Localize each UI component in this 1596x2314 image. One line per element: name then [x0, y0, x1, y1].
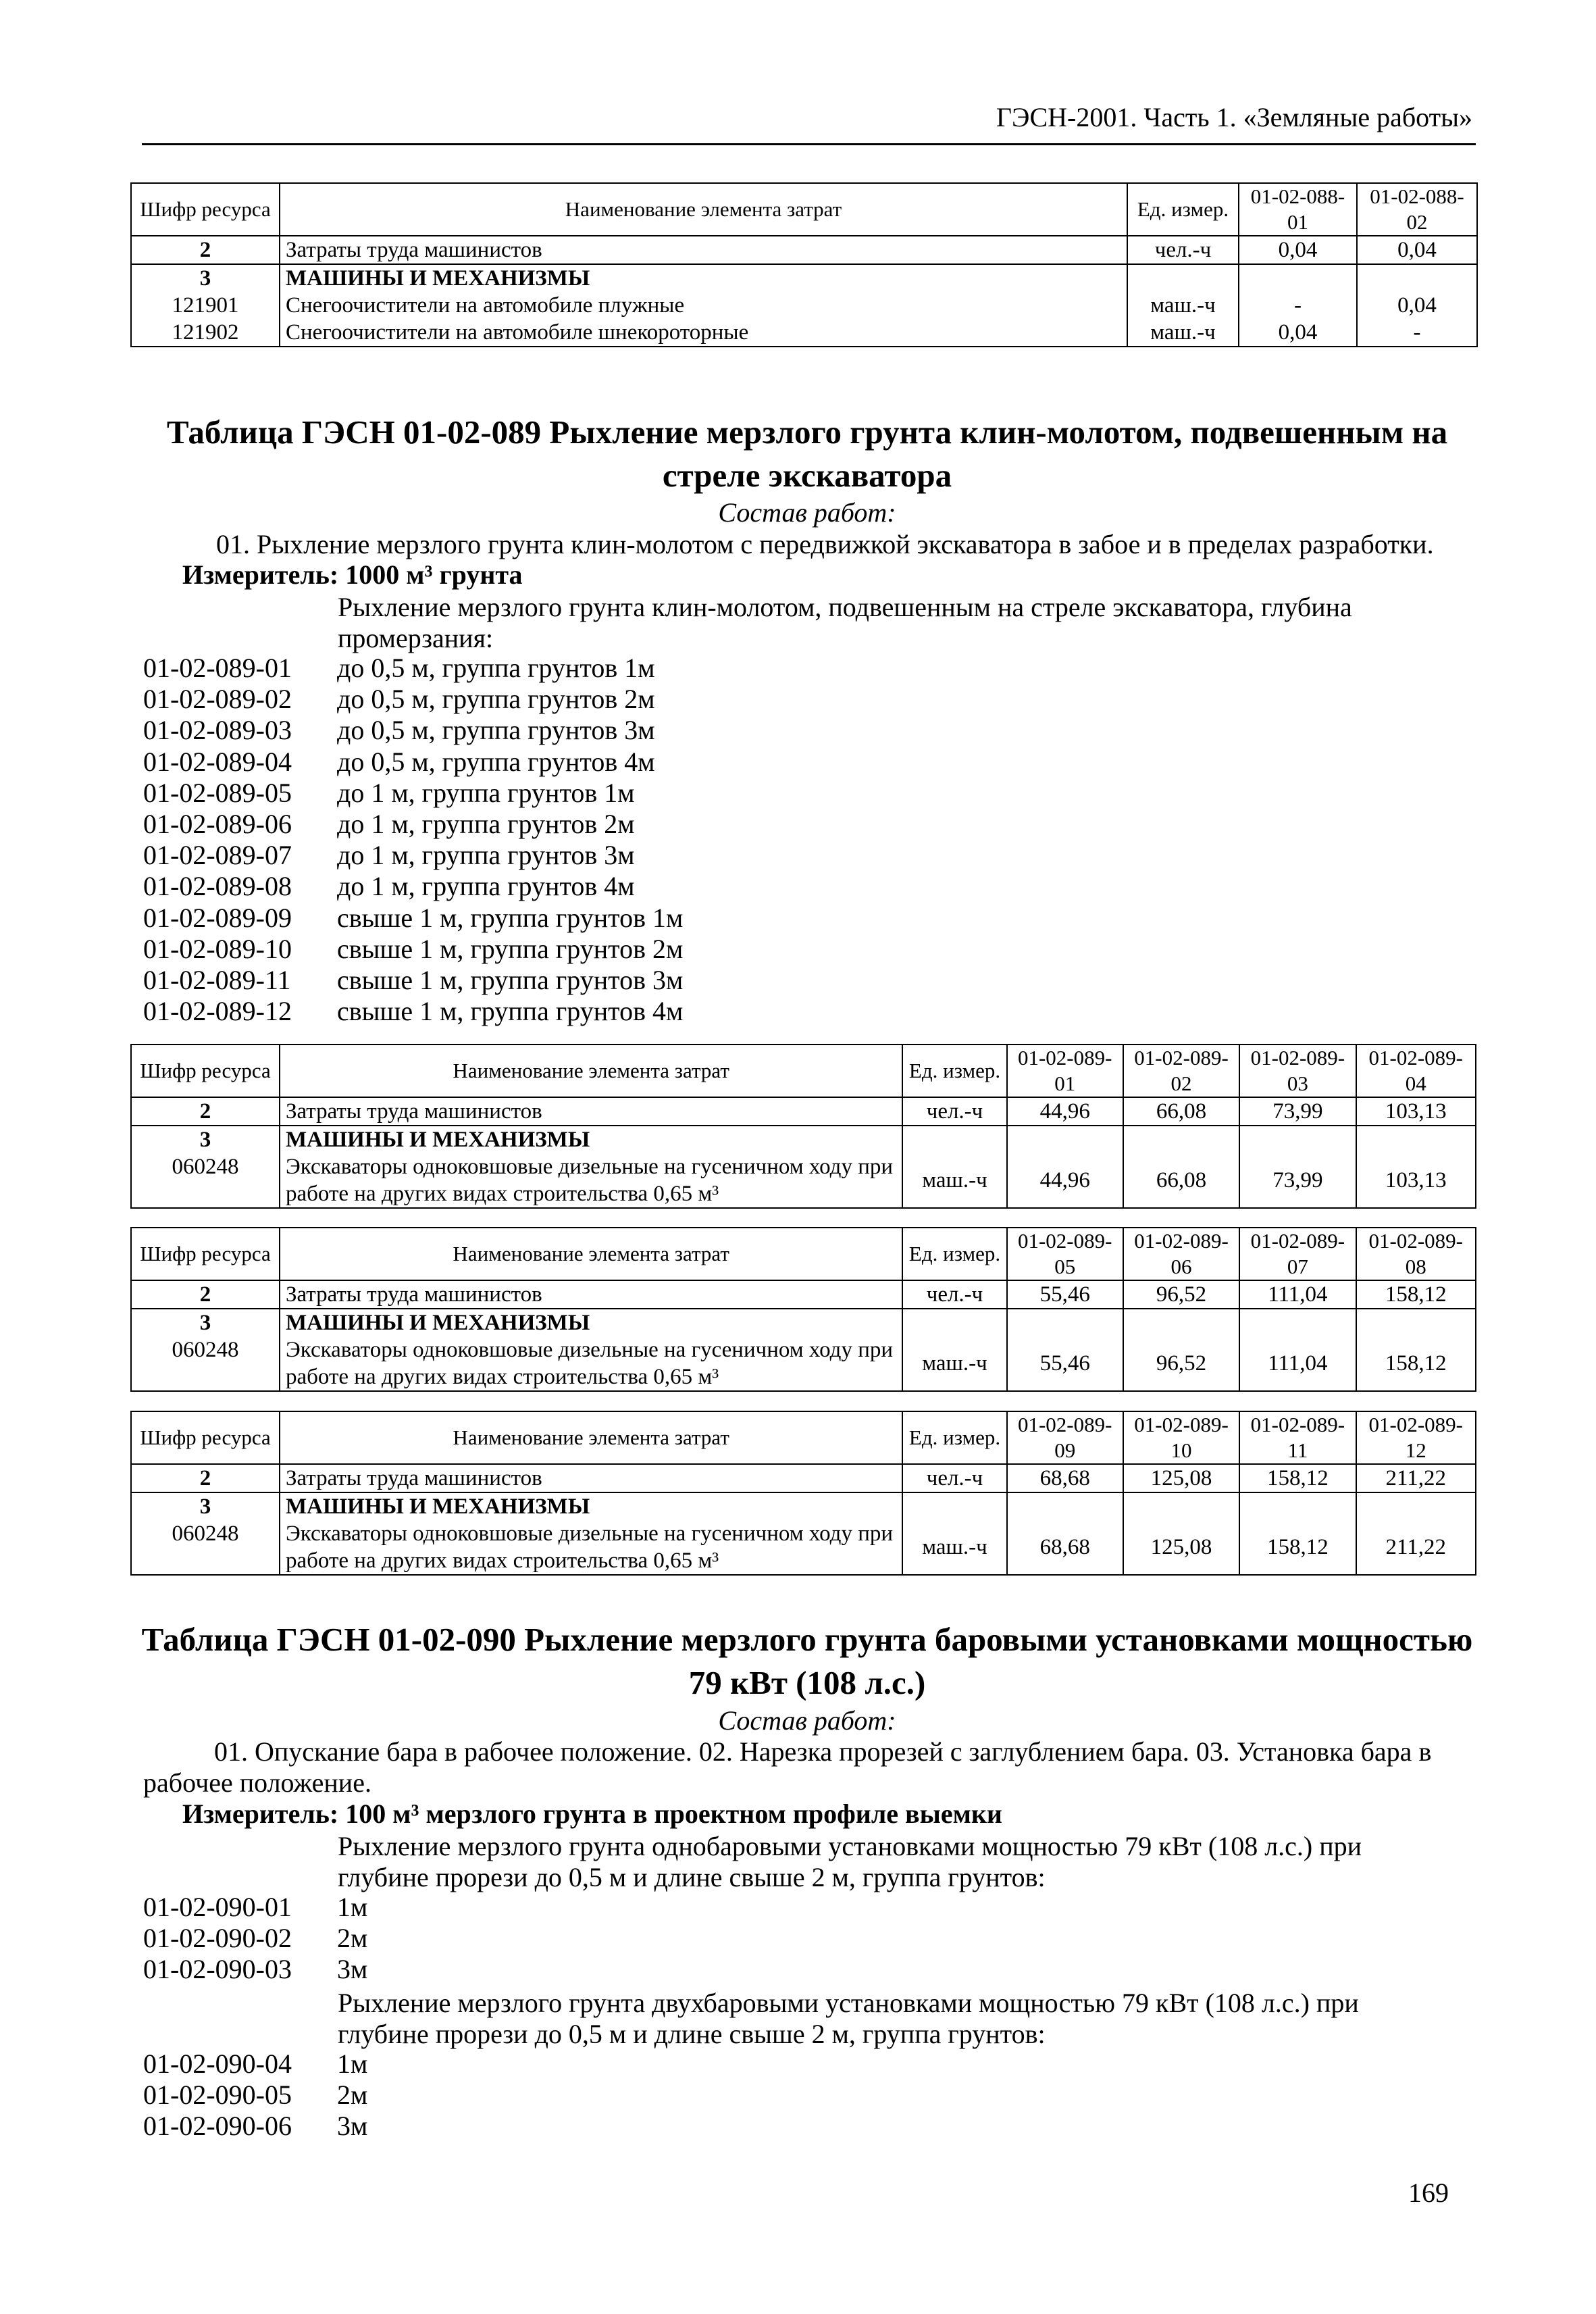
- cell: 0,04: [1239, 319, 1357, 347]
- norm-desc: до 1 м, группа грунтов 3м: [337, 840, 635, 871]
- empty-cell: [1007, 1309, 1123, 1336]
- list-item: [143, 2048, 819, 2080]
- cell: 2: [131, 1097, 280, 1126]
- empty-cell: [1123, 1309, 1239, 1336]
- cell: Снегоочистители на автомобиле плужные: [280, 292, 1127, 319]
- cell: маш.-ч: [902, 1520, 1006, 1575]
- norm-code: 01-02-090-06: [143, 2111, 292, 2142]
- norm-desc: 1м: [337, 1892, 368, 1922]
- cell: 125,08: [1123, 1464, 1239, 1492]
- page-number: 169: [1408, 2178, 1449, 2208]
- cell: 01-02-089-11: [1239, 1411, 1356, 1464]
- meter-text: Измеритель: 1000 м³ грунта: [182, 559, 523, 590]
- table-header-row: [131, 1228, 1476, 1280]
- list-item: [143, 809, 1021, 840]
- list-item: [143, 684, 1021, 715]
- norm-code: 01-02-089-04: [143, 746, 292, 777]
- cell: 01-02-089-06: [1123, 1228, 1239, 1280]
- norm-code: 01-02-090-02: [143, 1923, 292, 1954]
- intro-text: Рыхление мерзлого грунта двухбаровыми установками мощностью 79 кВт (108 л.с.) при глубине прорези до 0,5 м и длине свыше 2 м, группа грунтов:: [338, 1988, 1359, 2049]
- cell: 01-02-089-07: [1239, 1228, 1356, 1280]
- cell: 01-02-089-08: [1356, 1228, 1476, 1280]
- cell: чел.-ч: [902, 1097, 1006, 1126]
- empty-cell: [902, 1126, 1006, 1153]
- intro-text: Рыхление мерзлого грунта однобаровыми установками мощностью 79 кВт (108 л.с.) при глубине прорези до 0,5 м и длине свыше 2 м, группа грунтов:: [338, 1831, 1362, 1892]
- norm-desc: до 0,5 м, группа грунтов 4м: [337, 746, 655, 777]
- cell: 3: [131, 264, 280, 292]
- cell: чел.-ч: [902, 1280, 1006, 1309]
- col-code-header: Шифр ресурса: [131, 183, 280, 236]
- cell: 01-02-089-10: [1123, 1411, 1239, 1464]
- table-row: [131, 1492, 1476, 1520]
- norm-code: 01-02-090-04: [143, 2048, 292, 2079]
- list-item: [143, 1954, 819, 1985]
- table-row: [131, 1336, 1476, 1391]
- table-header-row: [131, 183, 1477, 236]
- cell: -: [1239, 292, 1357, 319]
- cell: [1239, 264, 1357, 292]
- table-row: [131, 292, 1477, 319]
- empty-cell: [1123, 1126, 1239, 1153]
- composition-label: Состав работ:: [718, 1705, 896, 1736]
- cell: 01-02-089-05: [1007, 1228, 1123, 1280]
- norm-desc: до 0,5 м, группа грунтов 2м: [337, 684, 655, 715]
- meter-text: Измеритель: 100 м³ мерзлого грунта в проектном профиле выемки: [182, 1799, 1002, 1829]
- table-header-row: [131, 1045, 1476, 1097]
- cell: маш.-ч: [1127, 292, 1239, 319]
- cell: 211,22: [1356, 1464, 1476, 1492]
- cell: Затраты труда машинистов: [280, 1097, 903, 1126]
- table-row: [131, 1309, 1476, 1336]
- list-item: [143, 1892, 819, 1923]
- cell: 0,04: [1357, 236, 1477, 264]
- cell: 3: [131, 1492, 280, 1520]
- cell: МАШИНЫ И МЕХАНИЗМЫ: [280, 1309, 903, 1336]
- norm-desc: свыше 1 м, группа грунтов 1м: [337, 902, 684, 933]
- empty-cell: [1356, 1492, 1476, 1520]
- norm-desc: до 1 м, группа грунтов 2м: [337, 809, 635, 840]
- cell: чел.-ч: [1127, 236, 1239, 264]
- cell: Наименование элемента затрат: [280, 1228, 903, 1280]
- cell: 66,08: [1123, 1097, 1239, 1126]
- list-item: [143, 1923, 819, 1954]
- cell: маш.-ч: [902, 1336, 1006, 1391]
- empty-cell: [1123, 1492, 1239, 1520]
- cell: 121901: [131, 292, 280, 319]
- norm-code-list: [143, 653, 1021, 1027]
- cell: 121902: [131, 319, 280, 347]
- section-title: Таблица ГЭСН 01-02-090 Рыхление мерзлого грунта баровыми установками мощностью 79 кВт (108 л.с.): [141, 1621, 1473, 1701]
- empty-cell: [1356, 1126, 1476, 1153]
- list-item: [143, 2080, 819, 2111]
- empty-cell: [1239, 1126, 1356, 1153]
- cell: маш.-ч: [902, 1153, 1006, 1208]
- composition-body: 01. Опускание бара в рабочее положение. 02. Нарезка прорезей с заглублением бара. 03. Установка бара в рабочее положение.: [143, 1736, 1432, 1798]
- table-row: [131, 1280, 1476, 1309]
- norm-code: 01-02-089-09: [143, 902, 292, 933]
- norm-code: 01-02-089-05: [143, 777, 292, 808]
- cell: Затраты труда машинистов: [280, 236, 1127, 264]
- cell: 2: [131, 1280, 280, 1309]
- cell: 103,13: [1356, 1153, 1476, 1208]
- cell: Ед. измер.: [902, 1411, 1006, 1464]
- table-row: [131, 319, 1477, 347]
- norm-code: 01-02-090-03: [143, 1954, 292, 1985]
- norm-code-list: [143, 2048, 819, 2142]
- list-item: [143, 871, 1021, 902]
- norm-desc: до 0,5 м, группа грунтов 1м: [337, 653, 655, 683]
- cell: Ед. измер.: [902, 1228, 1006, 1280]
- cell: 060248: [131, 1520, 280, 1575]
- cell: 55,46: [1007, 1336, 1123, 1391]
- cell: Затраты труда машинистов: [280, 1280, 903, 1309]
- list-item: [143, 965, 1021, 996]
- list-item: [143, 840, 1021, 871]
- table-row: [131, 1097, 1476, 1126]
- list-item: [143, 747, 1021, 778]
- cell: 01-02-089-01: [1007, 1045, 1123, 1097]
- cell: 158,12: [1356, 1280, 1476, 1309]
- composition-text: 01. Рыхление мерзлого грунта клин-молотом с передвижкой экскаватора в забое и в пределах разработки.: [216, 529, 1434, 559]
- cell: 68,68: [1007, 1464, 1123, 1492]
- empty-cell: [1007, 1492, 1123, 1520]
- table-row: [131, 236, 1477, 264]
- cell: Экскаваторы одноковшовые дизельные на гусеничном ходу при работе на других видах строительства 0,65 м³: [280, 1153, 903, 1208]
- cell: 211,22: [1356, 1520, 1476, 1575]
- cell: 2: [131, 236, 280, 264]
- list-item: [143, 715, 1021, 746]
- cell: -: [1357, 319, 1477, 347]
- cell: 2: [131, 1464, 280, 1492]
- cell: 01-02-089-04: [1356, 1045, 1476, 1097]
- norm-desc: 2м: [337, 1923, 368, 1954]
- cell: 111,04: [1239, 1336, 1356, 1391]
- cell: МАШИНЫ И МЕХАНИЗМЫ: [280, 1492, 903, 1520]
- cell: МАШИНЫ И МЕХАНИЗМЫ: [280, 1126, 903, 1153]
- cell: Шифр ресурса: [131, 1228, 280, 1280]
- cell: Наименование элемента затрат: [280, 1045, 903, 1097]
- cell: 158,12: [1356, 1336, 1476, 1391]
- cell: 0,04: [1239, 236, 1357, 264]
- cell: [1357, 264, 1477, 292]
- norm-desc: 1м: [337, 2048, 368, 2079]
- cell: 73,99: [1239, 1153, 1356, 1208]
- cell: 55,46: [1007, 1280, 1123, 1309]
- norm-code: 01-02-089-08: [143, 871, 292, 902]
- norm-code: 01-02-090-01: [143, 1892, 292, 1922]
- table-089-part: [130, 1044, 1476, 1209]
- cell: 44,96: [1007, 1097, 1123, 1126]
- list-item: [143, 996, 1021, 1027]
- cell: чел.-ч: [902, 1464, 1006, 1492]
- cell: МАШИНЫ И МЕХАНИЗМЫ: [280, 264, 1127, 292]
- table-089-part: [130, 1227, 1476, 1392]
- cell: 125,08: [1123, 1520, 1239, 1575]
- cell: 73,99: [1239, 1097, 1356, 1126]
- cell: Снегоочистители на автомобиле шнекороторные: [280, 319, 1127, 347]
- col-name-header: Наименование элемента затрат: [280, 183, 1127, 236]
- intro-text: Рыхление мерзлого грунта клин-молотом, подвешенным на стреле экскаватора, глубина промерзания:: [338, 592, 1352, 653]
- cell: Экскаваторы одноковшовые дизельные на гусеничном ходу при работе на других видах строительства 0,65 м³: [280, 1520, 903, 1575]
- cell: 01-02-089-12: [1356, 1411, 1476, 1464]
- norm-desc: свыше 1 м, группа грунтов 3м: [337, 965, 684, 996]
- norm-desc: до 1 м, группа грунтов 4м: [337, 871, 635, 902]
- cell: 3: [131, 1126, 280, 1153]
- cell: 66,08: [1123, 1153, 1239, 1208]
- table-row: [131, 1464, 1476, 1492]
- norm-desc: свыше 1 м, группа грунтов 2м: [337, 933, 684, 964]
- norm-desc: 3м: [337, 1954, 368, 1985]
- cell: 0,04: [1357, 292, 1477, 319]
- cell: 060248: [131, 1336, 280, 1391]
- empty-cell: [1356, 1309, 1476, 1336]
- empty-cell: [1007, 1126, 1123, 1153]
- list-item: [143, 2111, 819, 2142]
- cell: 01-02-089-02: [1123, 1045, 1239, 1097]
- cell: 68,68: [1007, 1520, 1123, 1575]
- col-norm-header: 01-02-088-02: [1357, 183, 1477, 236]
- table-row: [131, 1153, 1476, 1208]
- table-089-part: [130, 1411, 1476, 1576]
- table-row: [131, 1520, 1476, 1575]
- cell: Шифр ресурса: [131, 1411, 280, 1464]
- table-header-row: [131, 1411, 1476, 1464]
- header-divider: [142, 143, 1476, 145]
- list-item: [143, 934, 1021, 965]
- cell: 44,96: [1007, 1153, 1123, 1208]
- cell: 060248: [131, 1153, 280, 1208]
- cell: Шифр ресурса: [131, 1045, 280, 1097]
- table-088: [130, 182, 1478, 347]
- norm-code-list: [143, 1892, 819, 1986]
- table-row: [131, 1126, 1476, 1153]
- cell: 01-02-089-03: [1239, 1045, 1356, 1097]
- cell: 111,04: [1239, 1280, 1356, 1309]
- norm-code: 01-02-089-10: [143, 933, 292, 964]
- empty-cell: [902, 1492, 1006, 1520]
- composition-label: Состав работ:: [718, 497, 896, 528]
- norm-desc: свыше 1 м, группа грунтов 4м: [337, 996, 684, 1027]
- norm-desc: до 1 м, группа грунтов 1м: [337, 777, 635, 808]
- cell: Ед. измер.: [902, 1045, 1006, 1097]
- cell: 158,12: [1239, 1464, 1356, 1492]
- cell: 01-02-089-09: [1007, 1411, 1123, 1464]
- section-title: Таблица ГЭСН 01-02-089 Рыхление мерзлого грунта клин-молотом, подвешенным на стреле экскаватора: [166, 413, 1448, 494]
- norm-code: 01-02-089-06: [143, 809, 292, 840]
- cell: Экскаваторы одноковшовые дизельные на гусеничном ходу при работе на других видах строительства 0,65 м³: [280, 1336, 903, 1391]
- cell: 103,13: [1356, 1097, 1476, 1126]
- norm-code: 01-02-089-12: [143, 996, 292, 1027]
- cell: 96,52: [1123, 1336, 1239, 1391]
- norm-code: 01-02-089-01: [143, 653, 292, 683]
- list-item: [143, 903, 1021, 934]
- empty-cell: [902, 1309, 1006, 1336]
- cell: 96,52: [1123, 1280, 1239, 1309]
- list-item: [143, 653, 1021, 684]
- cell: 158,12: [1239, 1520, 1356, 1575]
- running-header: ГЭСН-2001. Часть 1. «Земляные работы»: [996, 102, 1472, 132]
- composition-text: [143, 1736, 1467, 1799]
- list-item: [143, 778, 1021, 809]
- norm-desc: 2м: [337, 2080, 368, 2111]
- cell: маш.-ч: [1127, 319, 1239, 347]
- cell: 3: [131, 1309, 280, 1336]
- norm-desc: до 0,5 м, группа грунтов 3м: [337, 715, 655, 746]
- cell: [1127, 264, 1239, 292]
- norm-desc: 3м: [337, 2111, 368, 2142]
- norm-code: 01-02-090-05: [143, 2080, 292, 2111]
- norm-code: 01-02-089-07: [143, 840, 292, 871]
- col-unit-header: Ед. измер.: [1127, 183, 1239, 236]
- cell: Затраты труда машинистов: [280, 1464, 903, 1492]
- cell: Наименование элемента затрат: [280, 1411, 903, 1464]
- norm-code: 01-02-089-03: [143, 715, 292, 746]
- col-norm-header: 01-02-088-01: [1239, 183, 1357, 236]
- empty-cell: [1239, 1492, 1356, 1520]
- table-row: [131, 264, 1477, 292]
- norm-code: 01-02-089-02: [143, 684, 292, 715]
- empty-cell: [1239, 1309, 1356, 1336]
- norm-code: 01-02-089-11: [143, 965, 291, 996]
